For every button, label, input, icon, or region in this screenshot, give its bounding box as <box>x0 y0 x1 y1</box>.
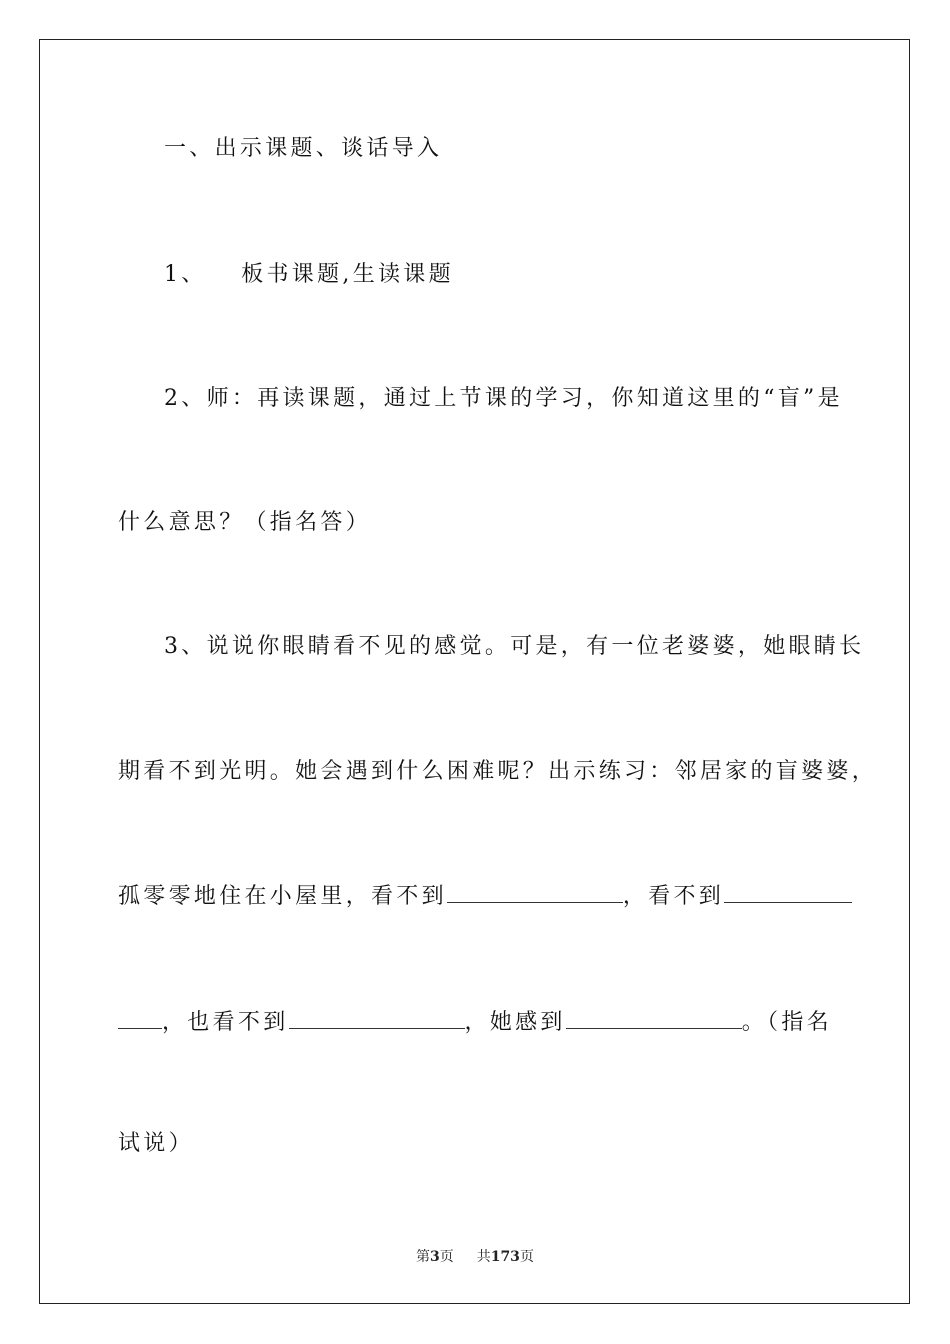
fill-blank-2-cont[interactable] <box>118 1008 162 1029</box>
item-3-line-4 <box>118 1008 832 1038</box>
item-1-number: 1、 <box>164 262 207 287</box>
item-1 <box>164 260 454 290</box>
total-pages: 173 <box>490 1249 520 1265</box>
total-prefix: 共 <box>476 1249 491 1265</box>
item-1-text: 板书课题,生读课题 <box>241 262 454 287</box>
fill-blank-3[interactable] <box>289 1008 465 1029</box>
page-footer <box>0 1246 950 1266</box>
item-2-line-1: 2、师：再读课题，通过上节课的学习，你知道这里的“盲”是 <box>164 386 843 411</box>
item-3-line-3 <box>118 882 852 912</box>
total-suffix: 页 <box>519 1249 534 1265</box>
section-heading: 一、出示课题、谈话导入 <box>164 136 443 161</box>
exercise-text-2: ，看不到 <box>622 884 725 909</box>
exercise-text-3: ，也看不到 <box>162 1010 289 1035</box>
page-border <box>39 39 910 1304</box>
item-3-line-2: 期看不到光明。她会遇到什么困难呢？出示练习：邻居家的盲婆婆， <box>118 759 878 784</box>
page-suffix: 页 <box>439 1249 454 1265</box>
item-2-line-2: 什么意思？（指名答） <box>118 510 372 535</box>
fill-blank-4[interactable] <box>566 1008 742 1029</box>
page-prefix: 第 <box>416 1249 431 1265</box>
fill-blank-1[interactable] <box>447 882 623 903</box>
exercise-text-4: ，她感到 <box>464 1010 566 1035</box>
fill-blank-2[interactable] <box>724 882 852 903</box>
exercise-text-5: 。（指名 <box>741 1010 832 1035</box>
exercise-text-1: 孤零零地住在小屋里，看不到 <box>118 884 447 909</box>
item-3-line-1: 3、说说你眼睛看不见的感觉。可是，有一位老婆婆，她眼睛长 <box>164 634 865 659</box>
item-3-line-5: 试说） <box>118 1131 194 1156</box>
page-number: 3 <box>430 1249 440 1265</box>
